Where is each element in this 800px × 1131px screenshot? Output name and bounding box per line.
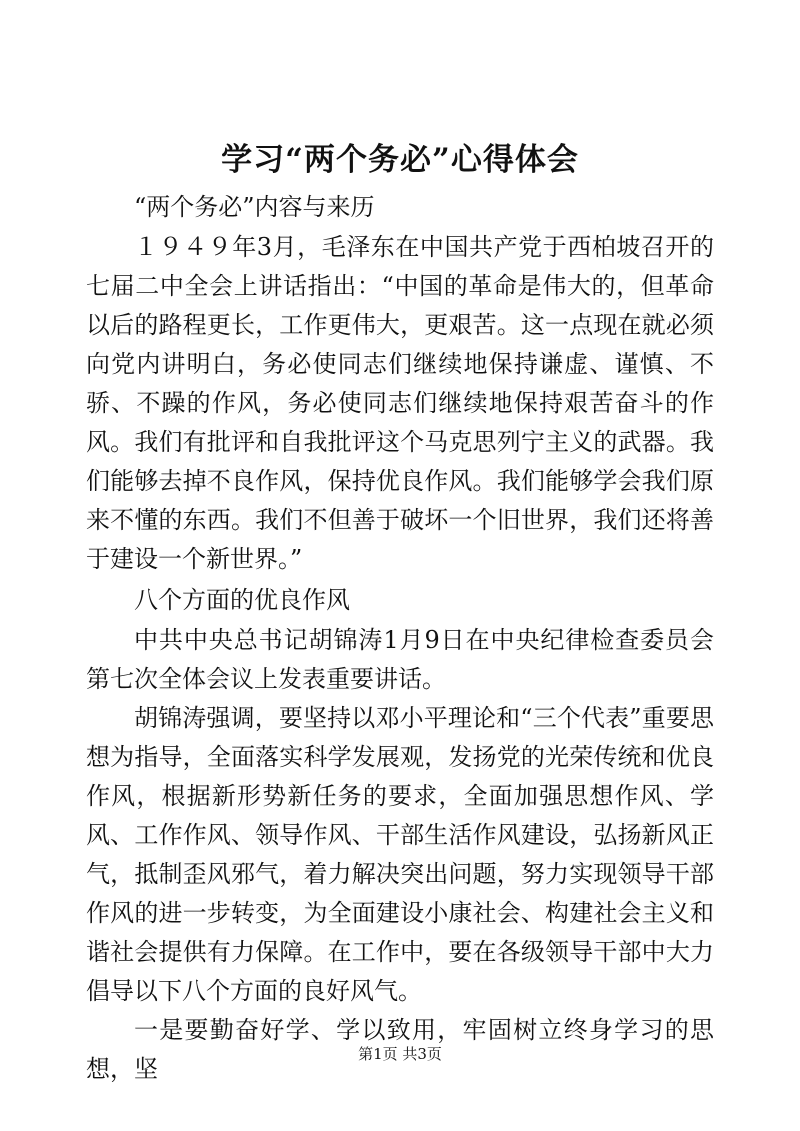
document-body: [86, 186, 714, 1089]
paragraph-hu-speech: 中共中央总书记胡锦涛1月9日在中央纪律检查委员会第七次全体会议上发表重要讲话。: [86, 626, 714, 693]
page-footer: 第1页 共3页: [358, 1045, 442, 1063]
section-heading-eight-styles: 八个方面的优良作风: [134, 586, 350, 614]
paragraph-point-one: 一是要勤奋好学、学以致用，牢固树立终身学习的思想，坚: [86, 1016, 714, 1083]
document-title: 学习“两个务必”心得体会: [221, 142, 579, 178]
section-heading-two-musts: “两个务必”内容与来历: [134, 193, 375, 221]
paragraph-1949-speech: １９４９年3月，毛泽东在中国共产党于西柏坡召开的七届二中全会上讲话指出：“中国的革命是伟大的，但革命以后的路程更长，工作更伟大，更艰苦。这一点现在就必须向党内讲明白，务必使同志们继续地保持谦虚、谨慎、不骄、不躁的作风，务必使同志们继续地保持艰苦奋斗的作风。我们有批评和自我批评这个马克思列宁主义的武器。我们能够去掉不良作风，保持优良作风。我们能够学会我们原来不懂的东西。我们不但善于破坏一个旧世界，我们还将善于建设一个新世界。”: [86, 233, 714, 573]
paragraph-hu-emphasis: 胡锦涛强调，要坚持以邓小平理论和“三个代表”重要思想为指导，全面落实科学发展观，发扬党的光荣传统和优良作风，根据新形势新任务的要求，全面加强思想作风、学风、工作作风、领导作风、干部生活作风建设，弘扬新风正气，抵制歪风邪气，着力解决突出问题，努力实现领导干部作风的进一步转变，为全面建设小康社会、构建社会主义和谐社会提供有力保障。在工作中，要在各级领导干部中大力倡导以下八个方面的良好风气。: [86, 704, 714, 1005]
